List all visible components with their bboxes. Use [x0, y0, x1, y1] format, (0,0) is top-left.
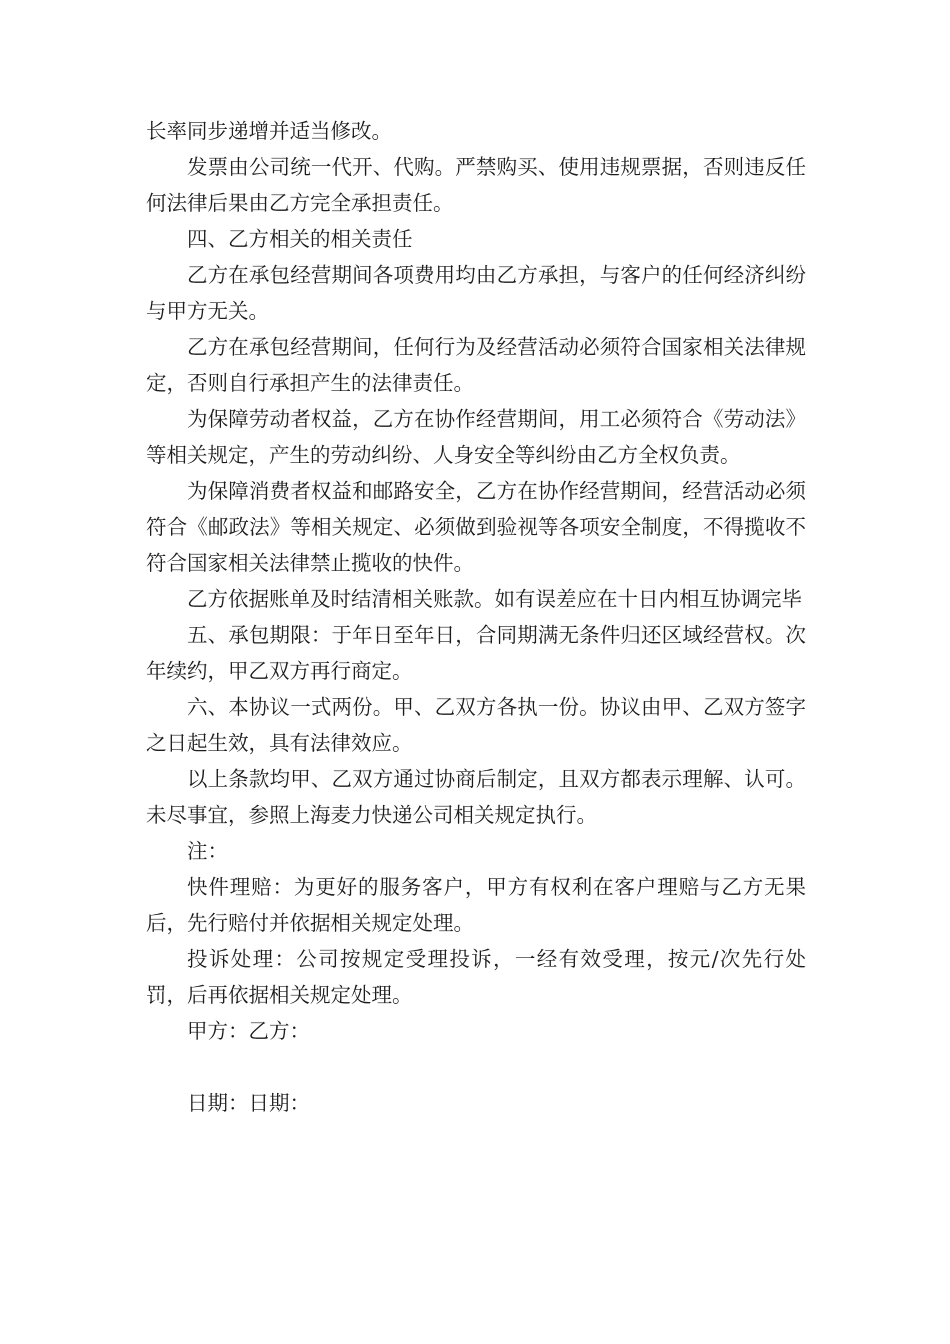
section-heading-4: 四、乙方相关的相关责任	[187, 227, 413, 251]
paragraph-complaints: 投诉处理：公司按规定受理投诉，一经有效受理，按元/次先行处罚，后再依据相关规定处理。	[146, 947, 806, 1007]
section-heading-6-copies: 六、本协议一式两份。甲、乙双方各执一份。协议由甲、乙双方签字之日起生效，具有法律效应。	[146, 695, 806, 755]
paragraph-invoice: 发票由公司统一代开、代购。严禁购买、使用违规票据，否则违反任何法律后果由乙方完全承担责任。	[146, 155, 806, 215]
note-label: 注：	[187, 839, 228, 863]
paragraph-agreement: 以上条款均甲、乙双方通过协商后制定，且双方都表示理解、认可。未尽事宜，参照上海麦力快递公司相关规定执行。	[146, 767, 806, 827]
paragraph-billing: 乙方依据账单及时结清相关账款。如有误差应在十日内相互协调完毕	[187, 587, 802, 611]
paragraph-claims: 快件理赔：为更好的服务客户，甲方有权利在客户理赔与乙方无果后，先行赔付并依据相关规定处理。	[146, 875, 806, 935]
paragraph-legal-compliance: 乙方在承包经营期间，任何行为及经营活动必须符合国家相关法律规定，否则自行承担产生的法律责任。	[146, 335, 806, 395]
section-heading-5-term: 五、承包期限：于年日至年日，合同期满无条件归还区域经营权。次年续约，甲乙双方再行商定。	[146, 623, 806, 683]
signature-line: 甲方：乙方：	[187, 1019, 310, 1043]
document-body	[146, 113, 806, 1121]
paragraph-continuation: 长率同步递增并适当修改。	[146, 119, 392, 143]
paragraph-labor-law: 为保障劳动者权益，乙方在协作经营期间，用工必须符合《劳动法》等相关规定，产生的劳动纠纷、人身安全等纠纷由乙方全权负责。	[146, 407, 806, 467]
signature-spacer	[146, 1049, 806, 1085]
paragraph-expenses: 乙方在承包经营期间各项费用均由乙方承担，与客户的任何经济纠纷与甲方无关。	[146, 263, 806, 323]
date-line: 日期：日期：	[187, 1091, 310, 1115]
paragraph-postal-law: 为保障消费者权益和邮路安全，乙方在协作经营期间，经营活动必须符合《邮政法》等相关规定、必须做到验视等各项安全制度，不得揽收不符合国家相关法律禁止揽收的快件。	[146, 479, 806, 575]
